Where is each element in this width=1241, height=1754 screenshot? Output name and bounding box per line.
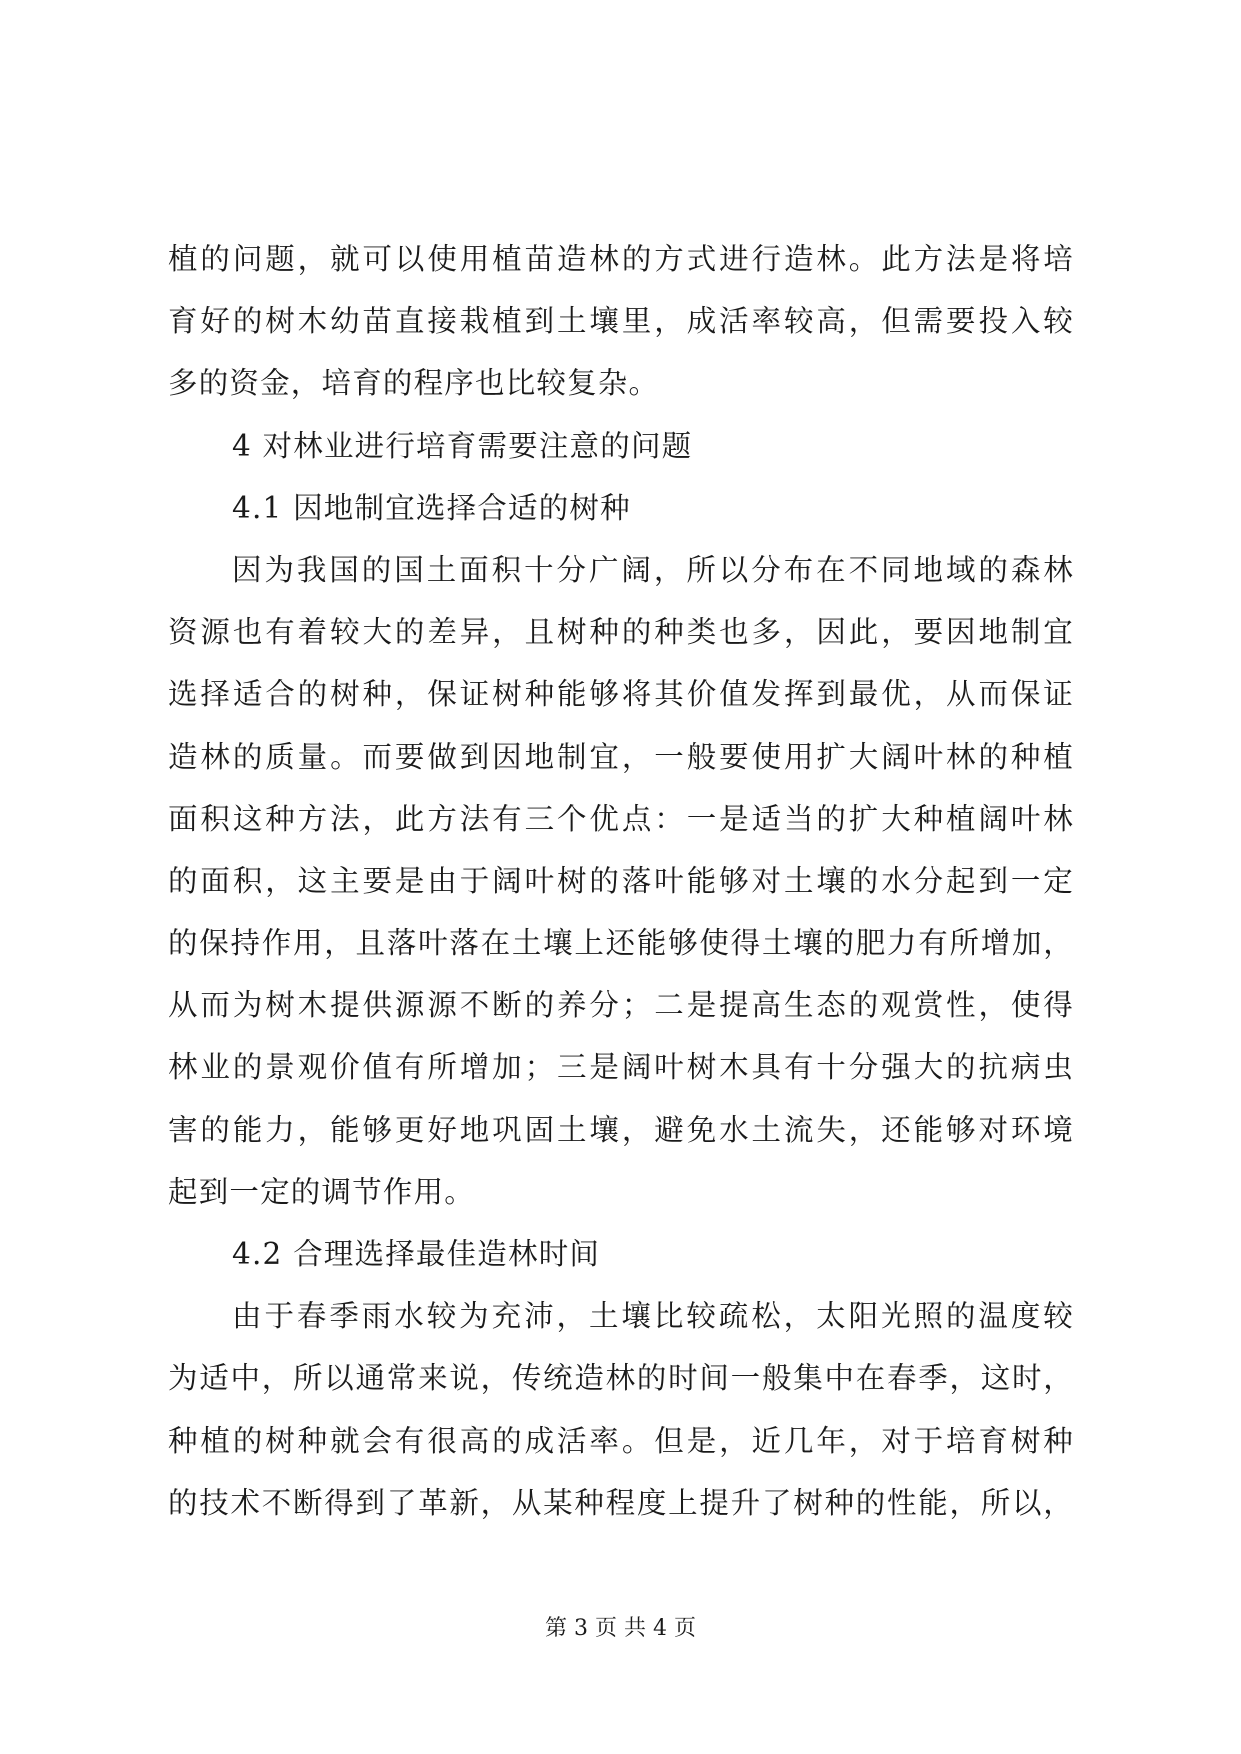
text-line: 的面积，这主要是由于阔叶树的落叶能够对土壤的水分起到一定 [168, 863, 1074, 898]
text-line: 林业的景观价值有所增加；三是阔叶树木具有十分强大的抗病虫 [168, 1050, 1074, 1085]
text-line: 植的问题，就可以使用植苗造林的方式进行造林。此方法是将培 [168, 242, 1074, 276]
text-line: 的保持作用，且落叶落在土壤上还能够使得土壤的肥力有所增加， [168, 926, 1074, 961]
text-line: 因为我国的国土面积十分广阔，所以分布在不同地域的森林 [232, 552, 1074, 587]
text-line: 造林的质量。而要做到因地制宜，一般要使用扩大阔叶林的种植 [168, 739, 1074, 774]
text-line: 害的能力，能够更好地巩固土壤，避免水土流失，还能够对环境 [168, 1112, 1074, 1147]
page-footer: 第 3 页 共 4 页 [545, 1616, 696, 1641]
text-line: 4 对林业进行培育需要注意的问题 [232, 428, 693, 463]
text-line: 的技术不断得到了革新，从某种程度上提升了树种的性能，所以， [168, 1485, 1074, 1520]
text-line: 4.1 因地制宜选择合适的树种 [232, 490, 631, 525]
text-line: 为适中，所以通常来说，传统造林的时间一般集中在春季，这时， [168, 1361, 1074, 1396]
text-line: 面积这种方法，此方法有三个优点：一是适当的扩大种植阔叶林 [168, 801, 1074, 836]
text-line: 4.2 合理选择最佳造林时间 [232, 1237, 601, 1271]
body-text [168, 228, 1074, 1534]
text-line: 从而为树木提供源源不断的养分；二是提高生态的观赏性，使得 [168, 988, 1074, 1023]
text-line: 多的资金，培育的程序也比较复杂。 [168, 366, 660, 401]
text-line: 由于春季雨水较为充沛，土壤比较疏松，太阳光照的温度较 [232, 1299, 1074, 1334]
text-line: 起到一定的调节作用。 [168, 1174, 476, 1209]
text-line: 种植的树种就会有很高的成活率。但是，近几年，对于培育树种 [168, 1423, 1074, 1458]
text-line: 选择适合的树种，保证树种能够将其价值发挥到最优，从而保证 [168, 677, 1074, 712]
text-line: 育好的树木幼苗直接栽植到土壤里，成活率较高，但需要投入较 [168, 304, 1074, 339]
text-line: 资源也有着较大的差异，且树种的种类也多，因此，要因地制宜 [168, 615, 1074, 650]
